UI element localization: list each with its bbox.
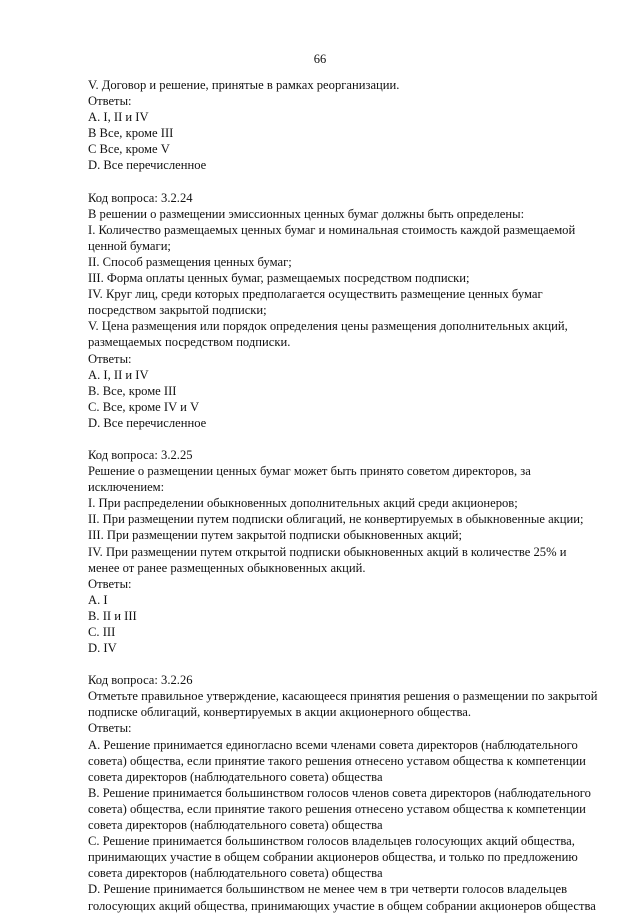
question-block-3-2-24 [88,190,614,431]
question-item: V. Цена размещения или порядок определения цены размещения дополнительных акций, [88,319,568,334]
question-text: подписке облигаций, конвертируемых в акции акционерного общества. [88,705,471,720]
question-text: В решении о размещении эмиссионных ценных бумаг должны быть определены: [88,206,525,221]
answers-heading: Ответы: [88,351,132,366]
answer-option-d: D. Все перечисленное [88,158,207,173]
answer-option-b: совета) общества, если принятие такого решения отнесено уставом общества к компетенции [88,801,586,816]
answer-option-a: A. I [88,592,108,607]
page-number: 66 [313,52,327,66]
question-item: II. При размещении путем подписки облигаций, не конвертируемых в обыкновенные акции; [88,512,584,527]
answer-option-c: C. Решение принимается большинством голосов владельцев голосующих акций общества, [88,834,575,849]
question-item: IV. Круг лиц, среди которых предполагается осуществить размещение ценных бумаг [88,287,543,302]
answer-option-a: A. Решение принимается единогласно всеми членами совета директоров (наблюдательного [88,737,578,752]
answer-option-b: B. Решение принимается большинством голосов членов совета директоров (наблюдательного [88,785,591,800]
question-item: ценной бумаги; [88,238,171,253]
page-content [88,77,614,914]
answer-option-c: принимающих участие в общем собрании акционеров общества, и только по предложению [88,850,578,865]
question-code: Код вопроса: 3.2.25 [88,447,193,462]
answer-option-b: B. II и III [88,608,137,623]
answer-option-b: совета директоров (наблюдательного совета) общества [88,818,383,833]
answers-heading: Ответы: [88,576,132,591]
paragraph-gap [88,174,614,190]
answers-heading: Ответы: [88,721,132,736]
text-line: V. Договор и решение, принятые в рамках реорганизации. [88,78,400,92]
question-item: менее от ранее размещенных обыкновенных акций. [88,560,366,575]
answer-option-a: A. I, II и IV [88,110,149,125]
answer-option-d: D. Решение принимается большинством не менее чем в три четверти голосов владельцев [88,882,568,897]
answer-option-b: B Все, кроме III [88,126,174,141]
answer-option-c: C. Все, кроме IV и V [88,399,200,414]
question-item: размещаемых посредством подписки. [88,335,291,350]
answer-option-c: C Все, кроме V [88,142,170,157]
answers-heading: Ответы: [88,94,132,109]
paragraph-gap [88,656,614,672]
question-block-3-2-25 [88,447,614,656]
question-text: исключением: [88,480,165,495]
question-item: IV. При размещении путем открытой подписки обыкновенных акций в количестве 25% и [88,544,567,559]
question-block-3-2-26 [88,672,614,913]
question-code: Код вопроса: 3.2.26 [88,673,193,688]
question-item: посредством закрытой подписки; [88,303,267,318]
question-text: Отметьте правильное утверждение, касающееся принятия решения о размещении по закрытой [88,689,598,704]
answer-option-d: D. Все перечисленное [88,415,207,430]
answer-option-d: D. IV [88,641,117,656]
intro-block [88,77,614,174]
answer-option-a: совета директоров (наблюдательного совета) общества [88,769,383,784]
answer-option-c: C. III [88,625,116,639]
question-text: Решение о размещении ценных бумаг может быть принято советом директоров, за [88,464,531,479]
answer-option-b: B. Все, кроме III [88,383,177,398]
answer-option-a: A. I, II и IV [88,367,149,382]
answer-option-c: совета директоров (наблюдательного совета) общества [88,866,383,881]
answer-option-a: совета) общества, если принятие такого решения отнесено уставом общества к компетенции [88,753,586,768]
question-item: III. При размещении путем закрытой подписки обыкновенных акций; [88,528,463,543]
answer-option-d: голосующих акций общества, принимающих участие в общем собрании акционеров общества [88,898,596,913]
question-item: III. Форма оплаты ценных бумаг, размещаемых посредством подписки; [88,271,470,286]
question-item: I. Количество размещаемых ценных бумаг и номинальная стоимость каждой размещаемой [88,222,576,237]
question-item: II. Способ размещения ценных бумаг; [88,254,292,269]
paragraph-gap [88,431,614,447]
question-code: Код вопроса: 3.2.24 [88,190,193,205]
question-item: I. При распределении обыкновенных дополнительных акций среди акционеров; [88,496,518,511]
